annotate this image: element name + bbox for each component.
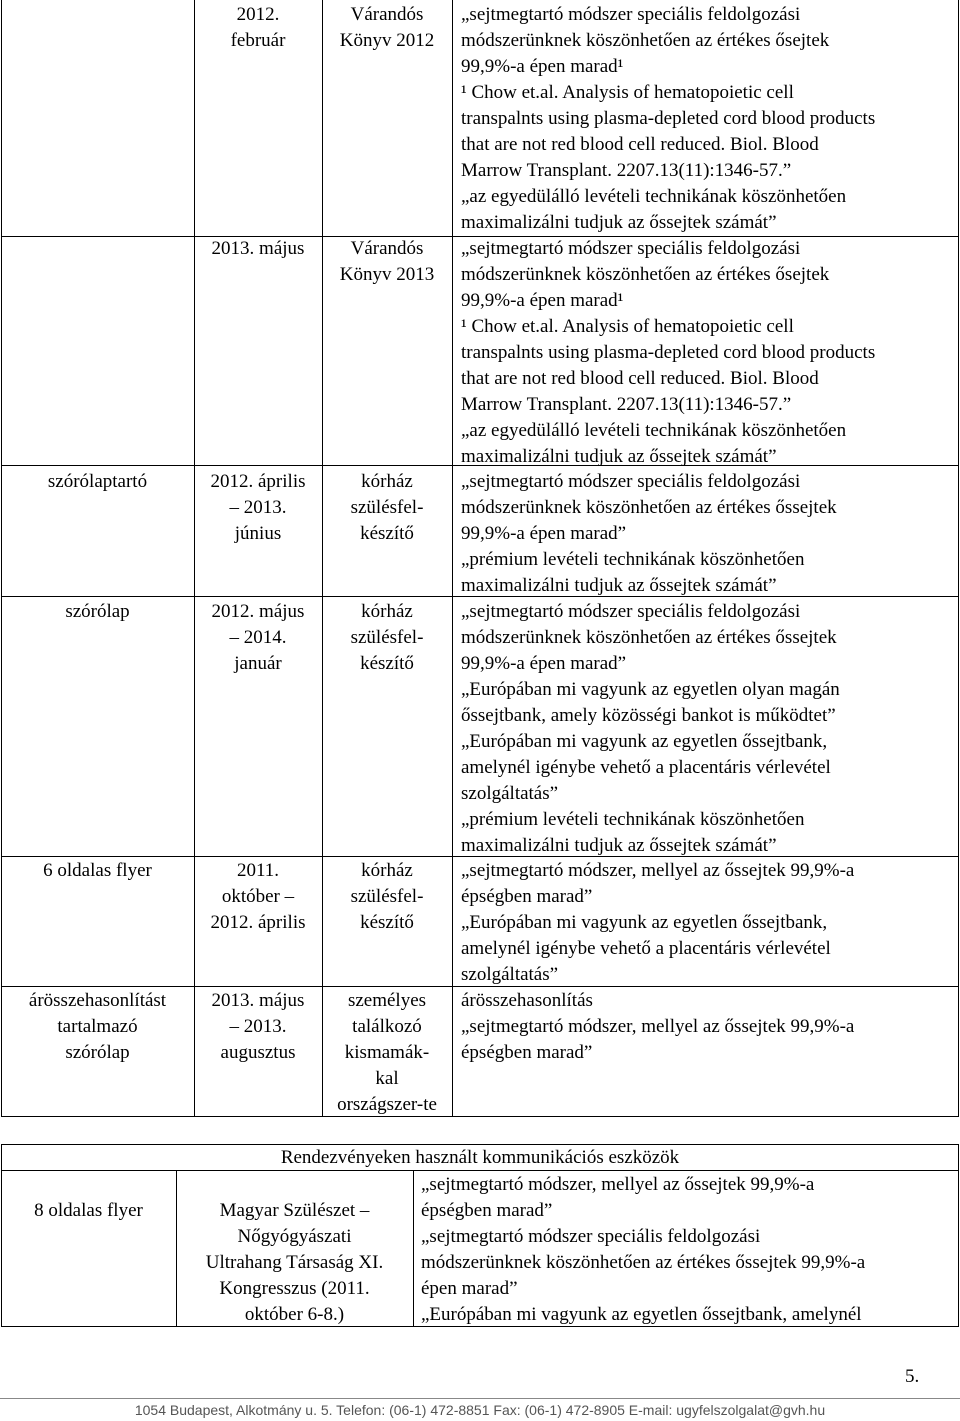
bottom-table-heading: Rendezvényeken használt kommunikációs eszközök bbox=[280, 1147, 680, 1168]
row4-tool: szórólap bbox=[65, 601, 130, 622]
page-number: 5. bbox=[905, 1366, 920, 1387]
bottom-table-top-border bbox=[1, 1144, 959, 1145]
bottom-table-heading-divider bbox=[1, 1170, 959, 1171]
row5-place: kórház szülésfel- készítő bbox=[350, 860, 424, 933]
bottom-row1-tool: 8 oldalas flyer bbox=[34, 1200, 143, 1221]
row4-period: 2012. május – 2014. január bbox=[211, 601, 305, 674]
row6-place: személyes találkozó kismamák- kal országszer-te bbox=[337, 990, 437, 1115]
row1-place: Várandós Könyv 2012 bbox=[339, 4, 435, 51]
row2-period: 2013. május bbox=[211, 238, 305, 259]
row2-place: Várandós Könyv 2013 bbox=[339, 238, 435, 285]
row6-tool: árösszehasonlítást tartalmazó szórólap bbox=[28, 990, 167, 1063]
row1-period: 2012. február bbox=[230, 4, 286, 51]
top-table-left-border bbox=[1, 0, 2, 1117]
bottom-table-right-border bbox=[958, 1144, 959, 1327]
top-table-col-divider-1 bbox=[194, 0, 195, 1117]
row3-place: kórház szülésfel- készítő bbox=[350, 471, 424, 544]
row2-message: „sejtmegtartó módszer speciális feldolgozási módszerünknek köszönhetően az értékes ősejtek 99,9%-a épen marad¹ ¹ Chow et.al. Analysis of hematopoietic cell transpalnts using plasma-depleted cord blood products that are not red blood cell reduced. Biol. Blood Marrow Transplant. 2207.13(11):1346-57.” „az egyedülálló levételi technikának köszönhetően maximalizálni tudjuk az őssejtek számát” bbox=[461, 238, 876, 467]
bottom-row1-event: Magyar Szülészet – Nőgyógyászati Ultrahang Társaság XI. Kongresszus (2011. október 6-8.) bbox=[205, 1200, 384, 1325]
bottom-table-col-divider-1 bbox=[176, 1170, 177, 1327]
bottom-table-col-divider-2 bbox=[413, 1170, 414, 1327]
top-table-col-divider-2 bbox=[322, 0, 323, 1117]
top-table-bottom-border bbox=[1, 1116, 959, 1117]
page-footer: 1054 Budapest, Alkotmány u. 5. Telefon: (06-1) 472-8851 Fax: (06-1) 472-8905 E-mail: ugyfelszolgalat@gvh.hu bbox=[0, 1398, 960, 1421]
row3-period: 2012. április – 2013. június bbox=[210, 471, 306, 544]
row6-period: 2013. május – 2013. augusztus bbox=[211, 990, 305, 1063]
bottom-table-left-border bbox=[1, 1144, 2, 1327]
row3-tool: szórólaptartó bbox=[47, 471, 148, 492]
row5-message: „sejtmegtartó módszer, mellyel az őssejtek 99,9%-a épségben marad” „Európában mi vagyunk az egyetlen őssejtbank, amelynél igénybe vehető a placentáris vérlevétel szolgáltatás” bbox=[461, 860, 855, 985]
row4-message: „sejtmegtartó módszer speciális feldolgozási módszerünknek köszönhetően az értékes őssejtek 99,9%-a épen marad” „Európában mi vagyunk az egyetlen olyan magán őssejtbank, amely közösségi bankot is működtet” „Európában mi vagyunk az egyetlen őssejtbank, amelynél igénybe vehető a placentáris vérlevétel szolgáltatás” „prémium levételi technikának köszönhetően maximalizálni tudjuk az őssejtek számát” bbox=[461, 601, 840, 856]
row6-message: árösszehasonlítás „sejtmegtartó módszer, mellyel az őssejtek 99,9%-a épségben marad” bbox=[461, 990, 855, 1063]
bottom-row1-message: „sejtmegtartó módszer, mellyel az őssejtek 99,9%-a épségben marad” „sejtmegtartó módszer speciális feldolgozási módszerünknek köszönhetően az értékes őssejtek 99,9%-a épen marad” „Európában mi vagyunk az egyetlen őssejtbank, amelynél bbox=[421, 1174, 866, 1325]
top-table-right-border bbox=[958, 0, 959, 1117]
row5-period: 2011. október – 2012. április bbox=[210, 860, 306, 933]
row5-tool: 6 oldalas flyer bbox=[43, 860, 152, 881]
row4-place: kórház szülésfel- készítő bbox=[350, 601, 424, 674]
row1-message: „sejtmegtartó módszer speciális feldolgozási módszerünknek köszönhetően az értékes ősejtek 99,9%-a épen marad¹ ¹ Chow et.al. Analysis of hematopoietic cell transpalnts using plasma-depleted cord blood products that are not red blood cell reduced. Biol. Blood Marrow Transplant. 2207.13(11):1346-57.” „az egyedülálló levételi technikának köszönhetően maximalizálni tudjuk az őssejtek számát” bbox=[461, 4, 876, 233]
row3-message: „sejtmegtartó módszer speciális feldolgozási módszerünknek köszönhetően az értékes őssejtek 99,9%-a épen marad” „prémium levételi technikának köszönhetően maximalizálni tudjuk az őssejtek számát” bbox=[461, 471, 837, 596]
top-table-col-divider-3 bbox=[452, 0, 453, 1117]
